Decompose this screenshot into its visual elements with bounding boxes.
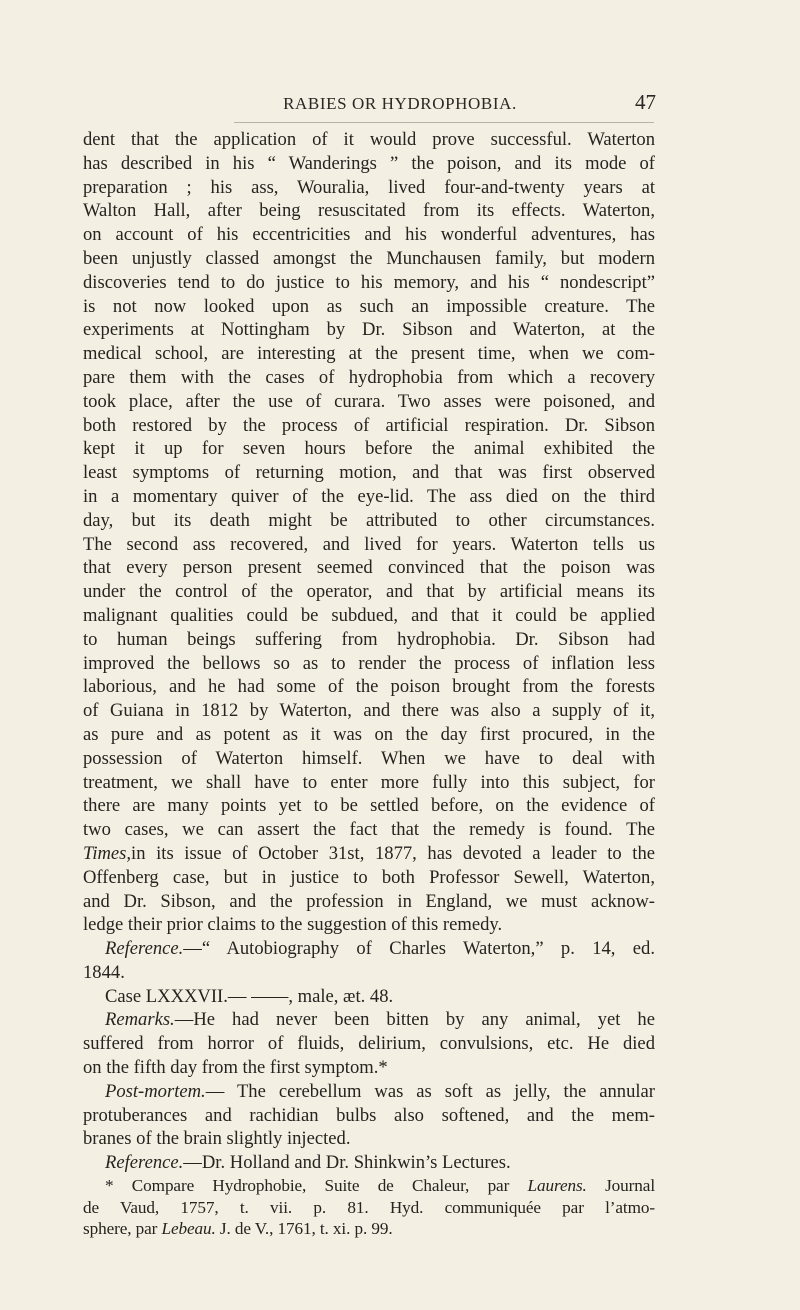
times-rest: in its issue of October 31st, 1877, has devoted a leader to the xyxy=(131,842,655,864)
footnote-line xyxy=(83,1175,655,1197)
reference-label: Reference. xyxy=(105,938,184,960)
case-heading xyxy=(83,985,655,1009)
text-line: pare them with the cases of hydrophobia from which a recovery xyxy=(83,366,655,388)
post-mortem-line xyxy=(83,1080,655,1104)
text-line: that every person present seemed convinced that the poison was xyxy=(83,557,655,579)
footnote-text: sphere, par xyxy=(83,1219,158,1239)
footnote-author: Laurens. xyxy=(527,1176,587,1196)
reference-holland xyxy=(83,1151,655,1175)
footnote-line: de Vaud, 1757, t. vii. p. 81. Hyd. communiquée par l’atmo- xyxy=(83,1197,655,1217)
reference-year: 1844. xyxy=(83,961,125,983)
remarks-paragraph xyxy=(83,1008,655,1079)
paragraph-waterton xyxy=(83,128,655,937)
text-line: kept it up for seven hours before the animal exhibited the xyxy=(83,438,655,460)
text-line: branes of the brain slightly injected. xyxy=(83,1128,351,1150)
footnote-text: J. de V., 1761, t. xi. p. 99. xyxy=(219,1219,393,1239)
running-title: RABIES OR HYDROPHOBIA. xyxy=(283,94,517,113)
text-line: ledge their prior claims to the suggestion of this remedy. xyxy=(83,914,503,936)
text-line: has described in his “ Wanderings ” the poison, and its mode of xyxy=(83,152,655,174)
text-line: two cases, we can assert the fact that the remedy is found. The xyxy=(83,819,655,841)
text-line: discoveries tend to do justice to his memory, and his “ nondescript” xyxy=(83,271,655,293)
remarks-text: —He had never been bitten by any animal, yet he xyxy=(174,1009,655,1031)
reference-text: —“ Autobiography of Charles Waterton,” p. 14, ed. xyxy=(183,938,655,960)
text-line: been unjustly classed amongst the Munchausen family, but modern xyxy=(83,247,655,269)
running-head xyxy=(0,90,800,118)
footnote xyxy=(83,1175,655,1240)
case-heading-line: Case LXXXVII.— ——, male, æt. 48. xyxy=(105,985,394,1007)
footnote-text: * Compare Hydrophobie, Suite de Chaleur, par xyxy=(105,1176,510,1196)
text-line: dent that the application of it would prove successful. Waterton xyxy=(83,129,655,150)
text-line: in a momentary quiver of the eye-lid. The ass died on the third xyxy=(83,485,655,507)
times-title: Times, xyxy=(83,842,132,864)
reference-line xyxy=(83,937,655,961)
post-mortem-text: — The cerebellum was as soft as jelly, the annular xyxy=(205,1080,655,1102)
footnote-text: Journal xyxy=(605,1176,655,1196)
reference-line xyxy=(83,1151,655,1175)
text-line: Walton Hall, after being resuscitated from its effects. Waterton, xyxy=(83,200,655,222)
text-line: malignant qualities could be subdued, and that it could be applied xyxy=(83,604,655,626)
text-line: of Guiana in 1812 by Waterton, and there was also a supply of it, xyxy=(83,700,655,722)
text-line: day, but its death might be attributed to other circumstances. xyxy=(83,509,655,531)
reference-text: —Dr. Holland and Dr. Shinkwin’s Lectures. xyxy=(183,1152,511,1174)
text-line: Offenberg case, but in justice to both Professor Sewell, Waterton, xyxy=(83,866,655,888)
text-line: and Dr. Sibson, and the profession in England, we must acknow- xyxy=(83,890,655,912)
post-mortem-label: Post-mortem. xyxy=(105,1080,206,1102)
reference-waterton xyxy=(83,937,655,985)
remarks-line xyxy=(83,1008,655,1032)
text-line: preparation ; his ass, Wouralia, lived four-and-twenty years at xyxy=(83,176,655,198)
text-line: suffered from horror of fluids, delirium, convulsions, etc. He died xyxy=(83,1033,655,1055)
text-line: protuberances and rachidian bulbs also softened, and the mem- xyxy=(83,1104,655,1126)
text-line: under the control of the operator, and that by artificial means its xyxy=(83,581,655,603)
footnote-line xyxy=(83,1218,655,1240)
text-line: on the fifth day from the first symptom.* xyxy=(83,1057,388,1079)
page-number: 47 xyxy=(635,90,656,114)
text-line: is not now looked upon as such an impossible creature. The xyxy=(83,295,655,317)
text-line: improved the bellows so as to render the process of inflation less xyxy=(83,652,655,674)
text-line: on account of his eccentricities and his wonderful adventures, has xyxy=(83,224,655,246)
text-line: both restored by the process of artificial respiration. Dr. Sibson xyxy=(83,414,655,436)
text-line: to human beings suffering from hydrophobia. Dr. Sibson had xyxy=(83,628,655,650)
footnote-author: Lebeau. xyxy=(161,1219,216,1239)
reference-label: Reference. xyxy=(105,1152,184,1174)
header-rule xyxy=(234,122,654,123)
text-line: took place, after the use of curara. Two asses were poisoned, and xyxy=(83,390,655,412)
text-line: there are many points yet to be settled before, on the evidence of xyxy=(83,795,655,817)
text-line: as pure and as potent as it was on the day first procured, in the xyxy=(83,723,655,745)
text-line: possession of Waterton himself. When we have to deal with xyxy=(83,747,655,769)
post-mortem-paragraph xyxy=(83,1080,655,1151)
text-line: medical school, are interesting at the present time, when we com- xyxy=(83,343,655,365)
text-line: treatment, we shall have to enter more fully into this subject, for xyxy=(83,771,655,793)
remarks-label: Remarks. xyxy=(105,1009,175,1031)
text-line-times xyxy=(83,842,655,866)
text-line: least symptoms of returning motion, and that was first observed xyxy=(83,462,655,484)
body-text xyxy=(83,128,655,1240)
text-line: The second ass recovered, and lived for years. Waterton tells us xyxy=(83,533,655,555)
text-line: laborious, and he had some of the poison brought from the forests xyxy=(83,676,655,698)
text-line: experiments at Nottingham by Dr. Sibson and Waterton, at the xyxy=(83,319,655,341)
